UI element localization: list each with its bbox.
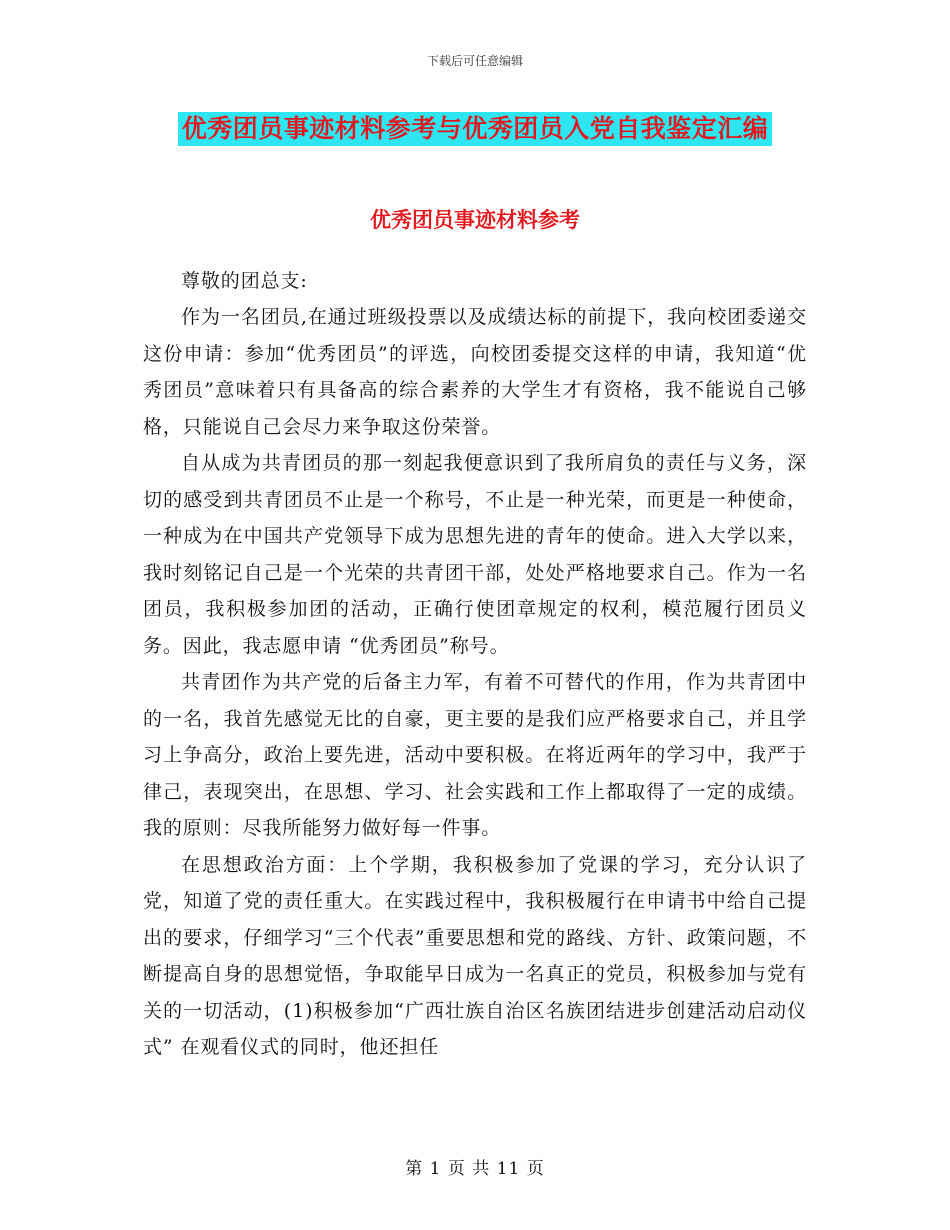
paragraph-2: 自从成为共青团员的那一刻起我便意识到了我所肩负的责任与义务，深切的感受到共青团员不止是一个称号，不止是一种光荣，而更是一种使命，一种成为在中国共产党领导下成为思想先进的青年的使命。进入大学以来，我时刻铭记自己是一个光荣的共青团干部，处处严格地要求自己。作为一名团员，我积极参加团的活动，正确行使团章规定的权利，模范履行团员义务。因此，我志愿申请 “优秀团员”称号。 <box>143 452 807 657</box>
footer-suffix: 页 <box>526 1159 545 1179</box>
footer-middle: 页 共 <box>447 1159 491 1179</box>
paragraph-3: 共青团作为共产党的后备主力军，有着不可替代的作用，作为共青团中的一名，我首先感觉无比的自豪，更主要的是我们应严格要求自己，并且学习上争高分，政治上要先进，活动中要积极。在将近两年的学习中，我严于律己，表现突出，在思想、学习、社会实践和工作上都取得了一定的成绩。我的原则：尽我所能努力做好每一件事。 <box>143 671 807 839</box>
footer-total-pages: 11 <box>496 1159 521 1179</box>
main-title: 优秀团员事迹材料参考与优秀团员入党自我鉴定汇编 <box>178 112 773 146</box>
footer-page-number: 1 <box>429 1159 442 1179</box>
document-body <box>143 226 807 1066</box>
section-title: 优秀团员事迹材料参考 <box>370 208 580 232</box>
paragraph-4: 在思想政治方面：上个学期，我积极参加了党课的学习，充分认识了党，知道了党的责任重大。在实践过程中，我积极履行在申请书中给自己提出的要求，仔细学习“三个代表”重要思想和党的路线、方针、政策问题，不断提高自身的思想觉悟，争取能早日成为一名真正的党员，积极参加与党有关的一切活动，(1)积极参加“广西壮族自治区名族团结进步创建活动启动仪式” 在观看仪式的同时，他还担任 <box>143 853 807 1058</box>
page-footer <box>0 1154 950 1179</box>
salutation: 尊敬的团总支: <box>181 269 308 292</box>
footer-prefix: 第 <box>405 1159 424 1179</box>
paragraph-1: 作为一名团员,在通过班级投票以及成绩达标的前提下，我向校团委递交这份申请：参加“优秀团员”的评选，向校团委提交这样的申请，我知道“优秀团员”意味着只有具备高的综合素养的大学生才有资格，我不能说自己够格，只能说自己会尽力来争取这份荣誉。 <box>143 306 807 438</box>
header-note: 下载后可任意编辑 <box>426 54 523 68</box>
main-title-wrap <box>0 112 950 146</box>
